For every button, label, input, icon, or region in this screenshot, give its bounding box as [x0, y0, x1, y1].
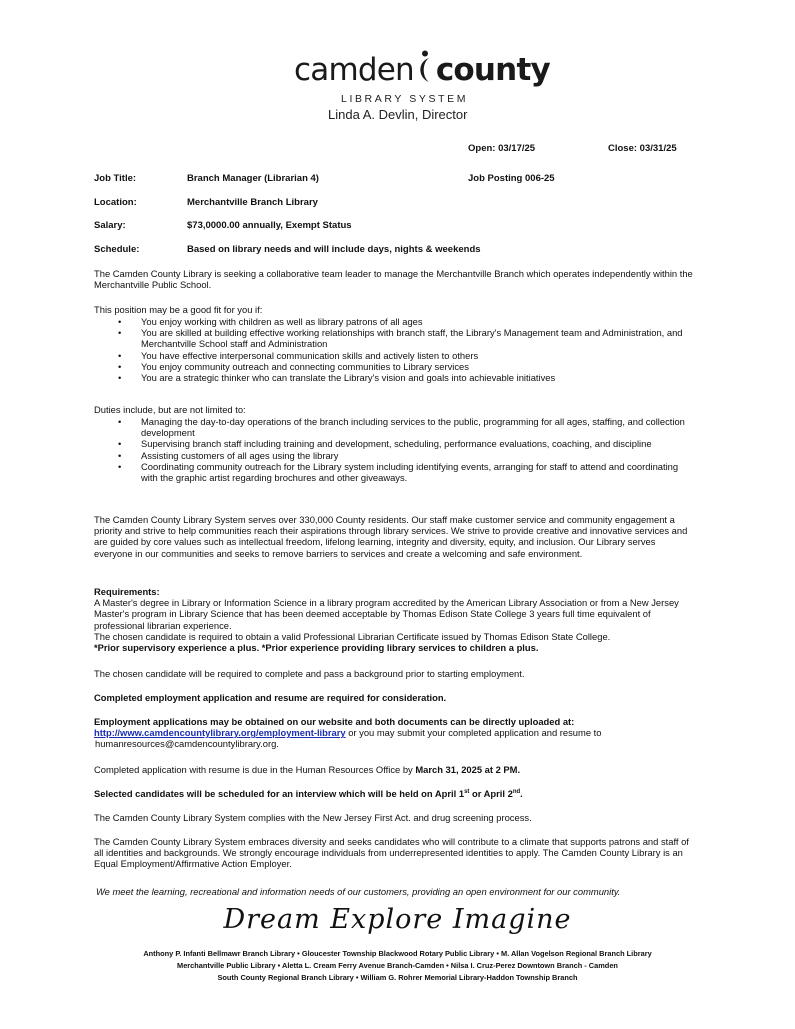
interview-text: Selected candidates will be scheduled for an interview which will be held on April 1 — [94, 788, 465, 799]
fit-list — [94, 316, 694, 383]
due-date-line — [94, 764, 694, 775]
fit-intro: This position may be a good fit for you if: — [94, 304, 263, 315]
duties-intro: Duties include, but are not limited to: — [94, 404, 246, 415]
logo-figure-icon — [415, 50, 435, 84]
list-item: • You have effective interpersonal communication skills and actively listen to others — [94, 350, 694, 361]
list-item: • Coordinating community outreach for the Library system including identifying events, arranging for staff to attend and coordinating with the graphic artist regarding brochures and other giveaways. — [94, 461, 694, 483]
field-value: $73,0000.00 annually, Exempt Status — [187, 220, 352, 231]
employment-section — [94, 716, 694, 750]
requirements-section — [94, 586, 694, 653]
due-deadline: March 31, 2025 at 2 PM. — [415, 764, 521, 775]
field-label: Location: — [94, 197, 137, 208]
system-paragraph: The Camden County Library System serves over 330,000 County residents. Our staff make customer service and community engagement a priority and strive to help communities reach their aspirations through library services. We strive to provide creative and innovative services and are guided by core values such as intellectual freedom, lifelong learning, integrity and diversity, equity, and inclusion. Our Library serves everyone in our communities and seeks to remove barriers to services and create a welcoming and safe environment. — [94, 514, 688, 559]
interview-end: . — [520, 788, 523, 799]
compliance-text: The Camden County Library System complies with the New Jersey First Act. and drug screening process. — [94, 812, 532, 823]
list-item: • Supervising branch staff including training and development, scheduling, performance evaluations, coaching, and discipline — [94, 438, 694, 449]
branch-list — [0, 948, 795, 984]
field-value: Merchantville Branch Library — [187, 197, 318, 208]
duties-list — [94, 416, 694, 483]
hr-email: humanresources@camdencountylibrary.org. — [95, 738, 279, 750]
interview-line — [94, 788, 694, 799]
interview-mid: or April 2 — [469, 788, 513, 799]
requirements-heading: Requirements: — [94, 586, 160, 597]
list-item: • You enjoy working with children as well as library patrons of all ages — [94, 316, 694, 327]
diversity-paragraph: The Camden County Library System embraces diversity and seeks candidates who will contribute to a climate that supports patrons and staff of all identities and backgrounds. We strongly encourage individuals from underrepresented identities to apply. The Camden County Library is an Equal Employment/Affirmative Action Employer. — [94, 836, 689, 870]
job-posting-number: Job Posting 006-25 — [468, 173, 555, 184]
logo-wordmark: camden county — [294, 52, 550, 88]
requirements-degree: A Master's degree in Library or Information Science in a library program accredited by the American Library Association or from a New Jersey Master's program in Library Science that has been deemed acceptable by Thomas Edison State College 3 years full time equivalent of professional librarian experience. — [94, 597, 679, 631]
field-label: Salary: — [94, 220, 126, 231]
required-documents-text: Completed employment application and resume are required for consideration. — [94, 692, 447, 703]
field-label: Job Title: — [94, 173, 137, 184]
intro-paragraph: The Camden County Library is seeking a collaborative team leader to manage the Merchantville Branch which operates independently within the Merchantville Public School. — [94, 268, 693, 291]
employment-link-line — [94, 727, 694, 738]
employment-intro: Employment applications may be obtained on our website and both documents can be directly uploaded at: — [94, 716, 575, 727]
field-value: Branch Manager (Librarian 4) — [187, 173, 319, 184]
employment-link[interactable]: http://www.camdencountylibrary.org/employment-library — [94, 727, 346, 739]
requirements-certificate: The chosen candidate is required to obtain a valid Professional Librarian Certificate issued by Thomas Edison State College. — [94, 630, 611, 642]
director-name: Linda A. Devlin, Director — [328, 107, 468, 122]
branch-line: Anthony P. Infanti Bellmawr Branch Library • Gloucester Township Blackwood Rotary Public Library • M. Allan Vogelson Regional Branch Library — [143, 949, 652, 958]
tagline: We meet the learning, recreational and information needs of our customers, providing an open environment for our community. — [96, 886, 621, 897]
list-item: • You enjoy community outreach and connecting communities to Library services — [94, 361, 694, 372]
list-item: • Managing the day-to-day operations of the branch including services to the public, programming for all ages, staffing, and collection development — [94, 416, 694, 438]
interview-sup-1: st — [464, 788, 470, 795]
branch-line: Merchantville Public Library • Aletta L. Cream Ferry Avenue Branch-Camden • Nilsa I. Cruz-Perez Downtown Branch - Camden — [177, 961, 618, 970]
close-date: Close: 03/31/25 — [608, 143, 677, 154]
field-value: Based on library needs and will include days, nights & weekends — [187, 244, 481, 255]
open-date: Open: 03/17/25 — [468, 143, 536, 154]
branch-line: South County Regional Branch Library • William G. Rohrer Memorial Library-Haddon Township Branch — [217, 973, 578, 982]
list-item: • You are a strategic thinker who can translate the Library's vision and goals into achievable initiatives — [94, 372, 694, 383]
background-check-text: The chosen candidate will be required to complete and pass a background prior to starting employment. — [94, 668, 525, 679]
list-item: • You are skilled at building effective working relationships with branch staff, the Library's Management team and Administration, and Merchantville School staff and Administration — [94, 327, 694, 349]
list-item: • Assisting customers of all ages using the library — [94, 450, 694, 461]
motto: Dream Explore Imagine — [223, 904, 572, 935]
interview-sup-2: nd — [512, 788, 521, 795]
due-text: Completed application with resume is due in the Human Resources Office by — [94, 764, 416, 775]
employment-link-suffix: or you may submit your completed application and resume to — [345, 727, 602, 739]
field-label: Schedule: — [94, 244, 140, 255]
requirements-preferred: *Prior supervisory experience a plus. *Prior experience providing library services to children a plus. — [94, 642, 539, 654]
logo-subtitle: LIBRARY SYSTEM — [341, 93, 469, 105]
